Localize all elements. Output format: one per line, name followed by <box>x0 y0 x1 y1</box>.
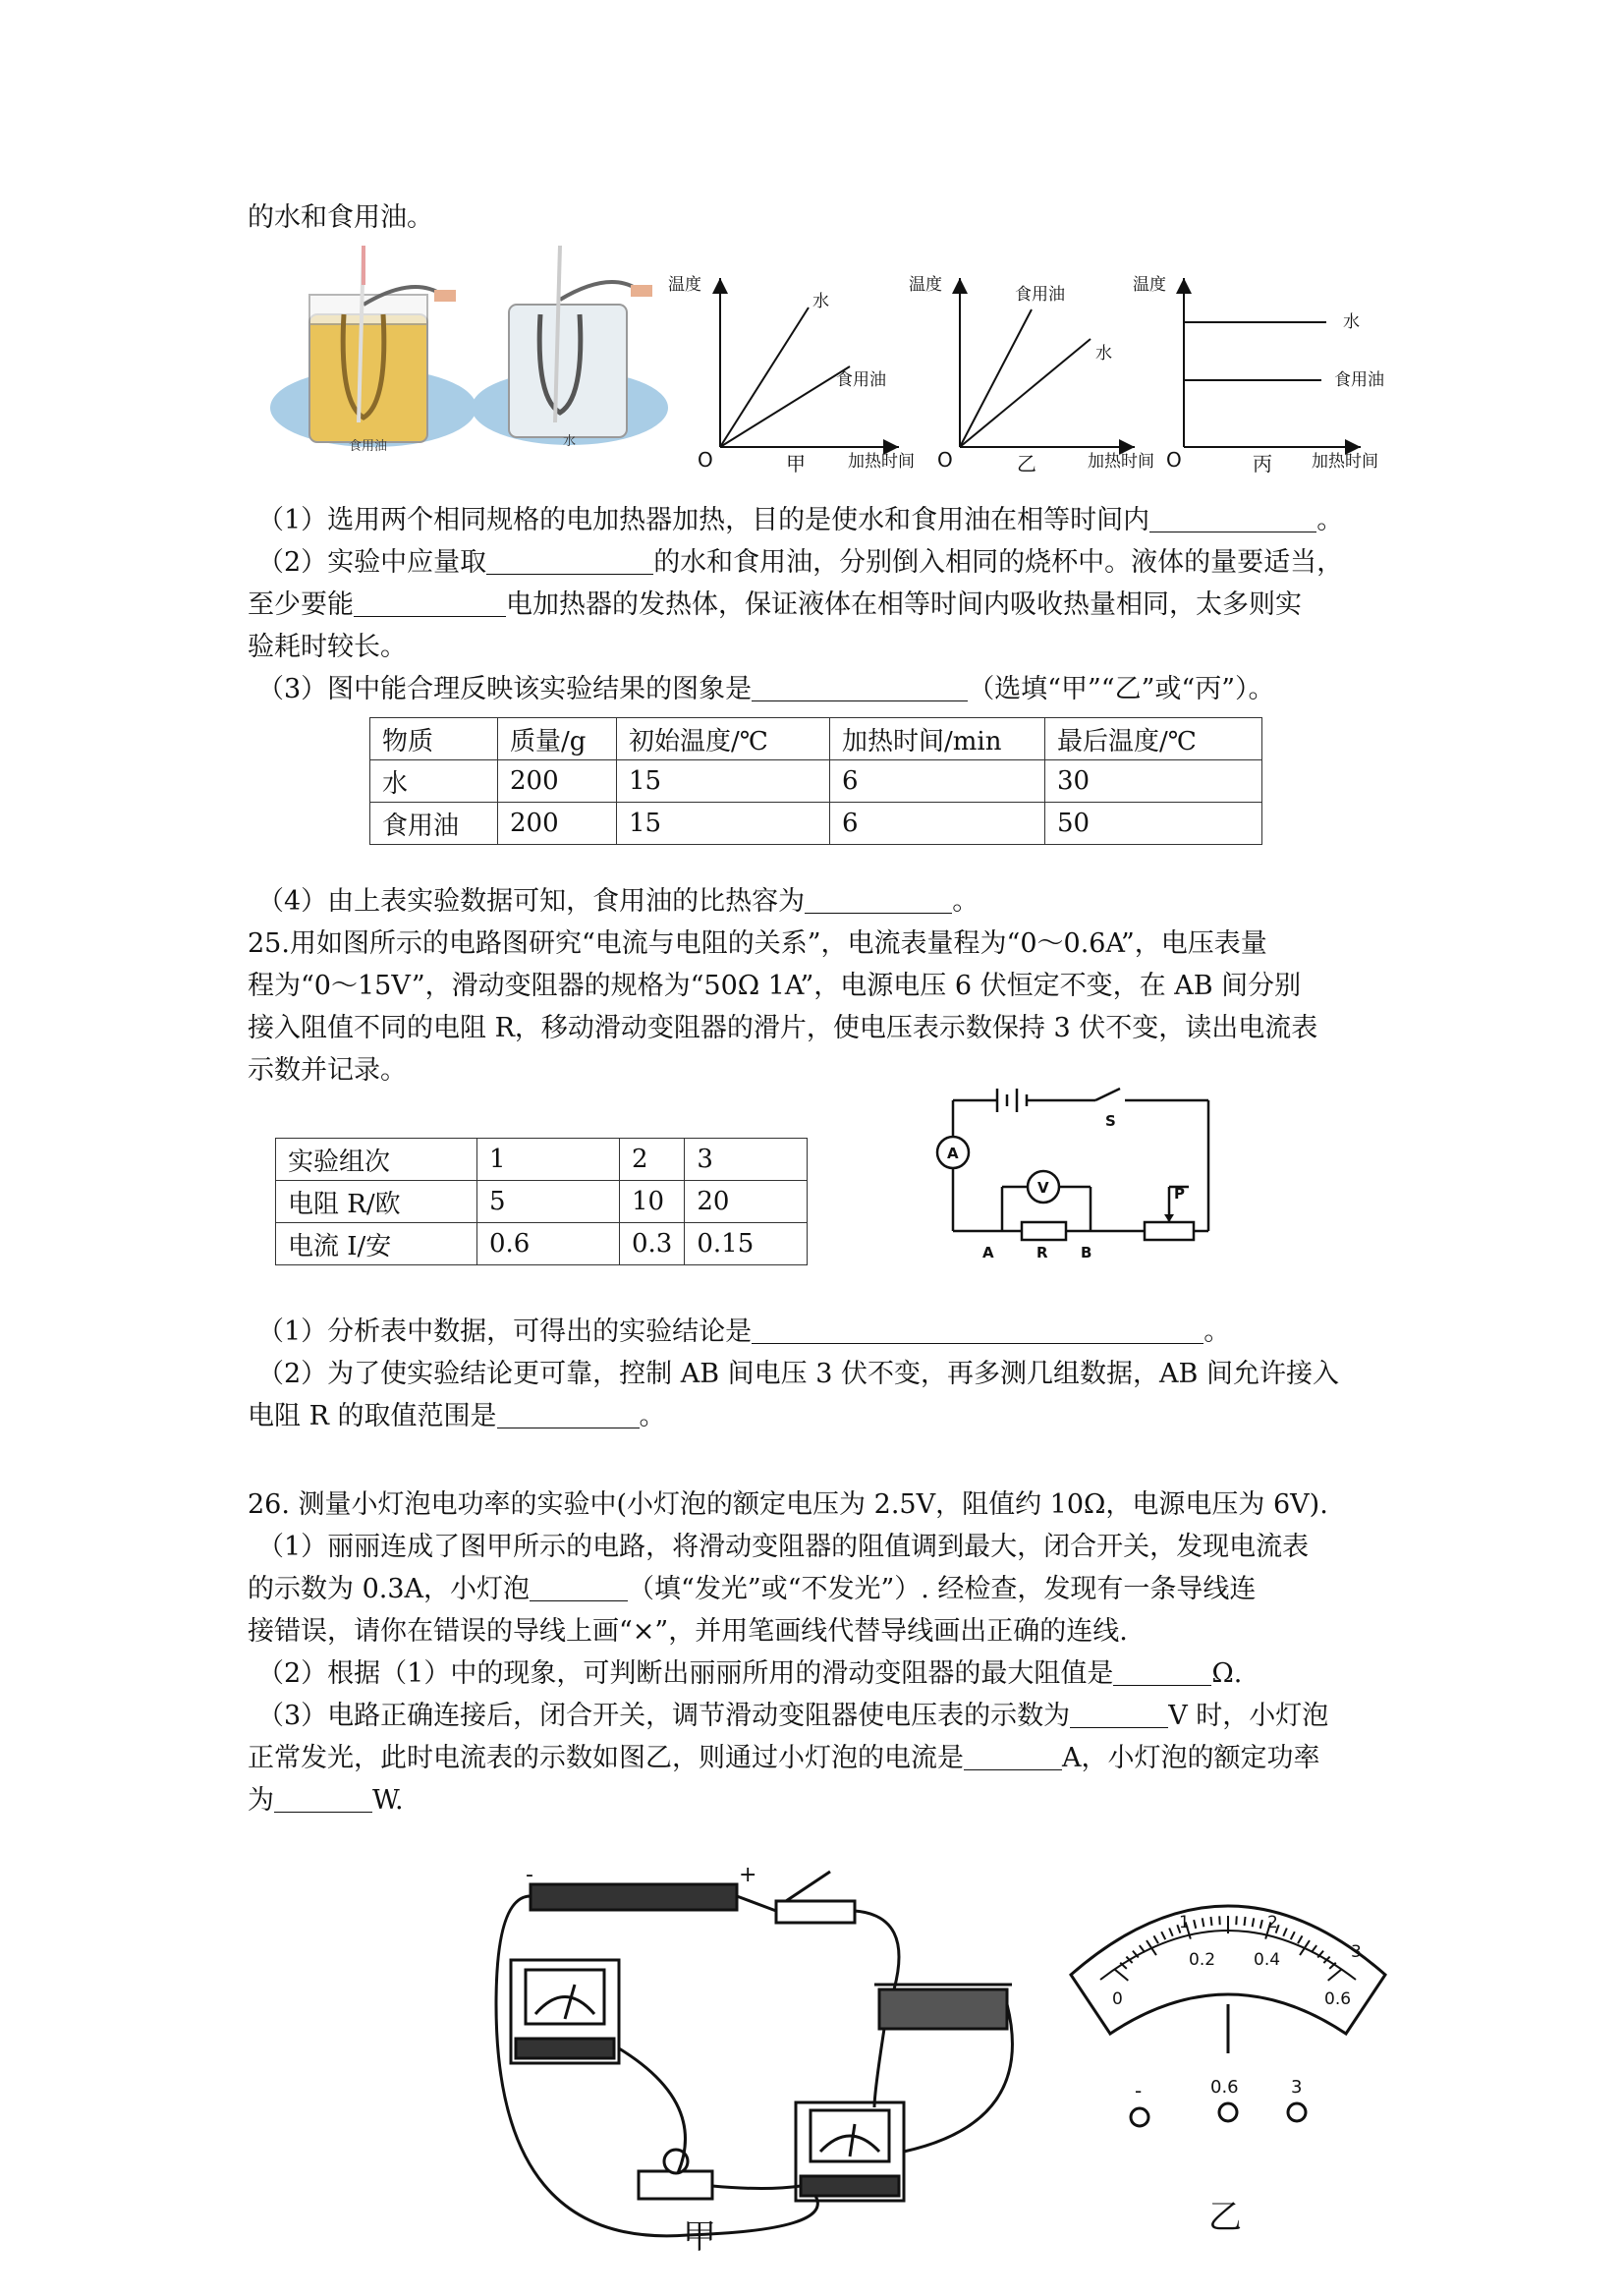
battery-positive: + <box>739 1863 757 1887</box>
rheostat <box>1145 1222 1194 1240</box>
battery-negative: - <box>526 1863 533 1887</box>
terminal-negative <box>1131 2108 1148 2126</box>
bing-y-label: 温度 <box>1133 275 1166 295</box>
q25-blank2[interactable] <box>497 1398 640 1428</box>
beaker-photos <box>265 246 698 462</box>
knife-switch <box>776 1901 855 1923</box>
q24-blank1[interactable] <box>1149 502 1316 532</box>
q26-blank2[interactable] <box>1113 1655 1211 1686</box>
jia-oil-label: 食用油 <box>836 370 886 390</box>
svg-text:0: 0 <box>1112 1989 1123 2009</box>
q26-line5: （2）根据（1）中的现象，可判断出丽丽所用的滑动变阻器的最大阻值是 Ω. <box>257 1654 1242 1694</box>
switch <box>1095 1089 1120 1100</box>
dial-tick <box>1236 1916 1237 1925</box>
fig-yi-caption: 乙 <box>1208 2198 1242 2237</box>
jia-oil-line <box>720 366 850 447</box>
yi-name: 乙 <box>1017 452 1036 476</box>
svg-text:2: 2 <box>1267 1913 1278 1932</box>
svg-text:P: P <box>1174 1185 1185 1203</box>
q24-blank3[interactable] <box>354 587 506 617</box>
svg-text:A: A <box>947 1145 959 1162</box>
q26-line2: （1）丽丽连成了图甲所示的电路，将滑动变阻器的阻值调到最大，闭合开关，发现电流表 <box>257 1532 1310 1562</box>
svg-text:3: 3 <box>1351 1942 1362 1962</box>
intro-text: 的水和食用油。 <box>248 202 433 233</box>
jia-x-label: 加热时间 <box>848 452 915 472</box>
q25-line3: 接入阻值不同的电阻 R，移动滑动变阻器的滑片，使电压表示数保持 3 伏不变，读出电流表 <box>248 1013 1318 1043</box>
q24-blank5[interactable] <box>805 883 952 914</box>
table-header-row: 物质 质量/g 初始温度/℃ 加热时间/min 最后温度/℃ <box>370 718 1262 760</box>
bing-oil-label: 食用油 <box>1334 370 1384 390</box>
dial-tick <box>1219 1916 1220 1925</box>
table-row: 实验组次 1 2 3 <box>276 1139 808 1181</box>
q25-circuit-diagram <box>923 1079 1238 1265</box>
yi-origin: O <box>937 448 953 472</box>
bing-water-label: 水 <box>1343 312 1360 332</box>
q25-line1: 25.用如图所示的电路图研究“电流与电阻的关系”，电流表量程为“0～0.6A”，电压表量 <box>248 928 1267 959</box>
temperature-graphs <box>668 260 1410 481</box>
q26-line6: （3）电路正确连接后，闭合开关，调节滑动变阻器使电压表的示数为 V 时，小灯泡 <box>257 1697 1328 1736</box>
battery-pack <box>531 1884 737 1910</box>
table-row: 电阻 R/欧 5 10 20 <box>276 1181 808 1223</box>
jia-water-label: 水 <box>812 292 829 311</box>
oil-photo-label: 食用油 <box>349 439 388 454</box>
q24-part2-line2: 至少要能 电加热器的发热体，保证液体在相等时间内吸收热量相同，太多则实 <box>248 586 1302 625</box>
graph-bing <box>1133 275 1384 476</box>
q24-part4: （4）由上表实验数据可知，食用油的比热容为 。 <box>257 882 979 922</box>
q24-data-table <box>369 717 1262 845</box>
svg-text:3: 3 <box>1291 2077 1303 2098</box>
svg-text:A: A <box>982 1244 994 1261</box>
jia-origin: O <box>698 448 713 472</box>
dial-tick <box>1244 1917 1245 1926</box>
q24-part3: （3）图中能合理反映该实验结果的图象是 （选填“甲”“乙”或“丙”）。 <box>257 670 1275 709</box>
svg-text:R: R <box>1036 1244 1048 1261</box>
q26-line7: 正常发光，此时电流表的示数如图乙，则通过小灯泡的电流是 A，小灯泡的额定功率 <box>248 1739 1320 1778</box>
yi-x-label: 加热时间 <box>1088 452 1154 472</box>
yi-oil-label: 食用油 <box>1015 285 1065 305</box>
q25-part1: （1）分析表中数据，可得出的实验结论是 。 <box>257 1313 1230 1352</box>
q26-line1: 26. 测量小灯泡电功率的实验中(小灯泡的额定电压为 2.5V，阻值约 10Ω，电源电压为 6V). <box>248 1489 1328 1520</box>
q26-line4: 接错误，请你在错误的导线上画“×”，并用笔画线代替导线画出正确的连线. <box>248 1616 1128 1647</box>
q26-line3: 的示数为 0.3A，小灯泡 （填“发光”或“不发光”）. 经检查，发现有一条导线连 <box>248 1570 1256 1609</box>
svg-text:0.6: 0.6 <box>1324 1989 1352 2009</box>
dial-tick <box>1210 1917 1211 1926</box>
q25-line4: 示数并记录。 <box>248 1055 407 1086</box>
lamp-holder <box>639 2171 712 2199</box>
terminal-0-6 <box>1219 2103 1237 2121</box>
q24-part2-line3: 验耗时较长。 <box>248 632 407 662</box>
water-beaker <box>472 246 668 449</box>
svg-text:S: S <box>1105 1112 1116 1130</box>
table-row: 食用油 200 15 6 50 <box>370 803 1262 845</box>
q25-part2-line1: （2）为了使实验结论更可靠，控制 AB 间电压 3 伏不变，再多测几组数据，AB 间允许接入 <box>257 1359 1339 1389</box>
q25-data-table <box>275 1138 808 1265</box>
jia-name: 甲 <box>786 452 806 476</box>
jia-water-line <box>720 308 809 447</box>
q26-blank4[interactable] <box>964 1740 1062 1770</box>
svg-text:B: B <box>1081 1244 1092 1261</box>
svg-text:0.4: 0.4 <box>1254 1950 1281 1970</box>
table-row: 电流 I/安 0.6 0.3 0.15 <box>276 1223 808 1265</box>
terminal-3 <box>1288 2103 1306 2121</box>
yi-water-label: 水 <box>1095 344 1112 364</box>
svg-text:1: 1 <box>1179 1913 1190 1932</box>
q26-line8: 为 W. <box>248 1781 404 1820</box>
graph-yi <box>909 275 1154 476</box>
bing-x-label: 加热时间 <box>1312 452 1378 472</box>
jia-y-label: 温度 <box>668 275 701 295</box>
circuit-drawing-jia <box>491 1857 1041 2257</box>
svg-text:V: V <box>1037 1179 1049 1197</box>
rheostat-device <box>879 1989 1007 2029</box>
yi-water-line <box>960 339 1091 447</box>
fig-jia-caption: 甲 <box>683 2217 716 2257</box>
table-row: 水 200 15 6 30 <box>370 760 1262 803</box>
q26-blank3[interactable] <box>1070 1698 1168 1728</box>
q25-blank1[interactable] <box>752 1314 1203 1344</box>
yi-y-label: 温度 <box>909 275 942 295</box>
q25-line2: 程为“0～15V”，滑动变阻器的规格为“50Ω 1A”，电源电压 6 伏恒定不变，在 AB 间分别 <box>248 971 1302 1001</box>
water-photo-label: 水 <box>563 434 577 449</box>
svg-text:-: - <box>1135 2079 1143 2102</box>
bing-origin: O <box>1166 448 1182 472</box>
q24-part2-line1: （2）实验中应量取 的水和食用油，分别倒入相同的烧杯中。液体的量要适当， <box>257 543 1343 583</box>
oil-beaker <box>270 246 476 454</box>
ammeter-dial-yi <box>1061 1867 1395 2240</box>
yi-oil-line <box>960 309 1032 447</box>
resistor-r <box>1022 1222 1066 1240</box>
q26-blank1[interactable] <box>530 1571 628 1601</box>
svg-text:0.6: 0.6 <box>1210 2077 1239 2098</box>
q24-blank2[interactable] <box>486 544 653 575</box>
bing-name: 丙 <box>1253 452 1272 476</box>
q24-blank4[interactable] <box>752 671 968 701</box>
graph-jia <box>668 275 915 476</box>
q25-part2-line2: 电阻 R 的取值范围是 。 <box>248 1397 666 1436</box>
q24-part1: （1）选用两个相同规格的电加热器加热，目的是使水和食用油在相等时间内 。 <box>257 501 1343 540</box>
q26-blank5[interactable] <box>274 1782 372 1813</box>
svg-text:0.2: 0.2 <box>1189 1950 1216 1970</box>
